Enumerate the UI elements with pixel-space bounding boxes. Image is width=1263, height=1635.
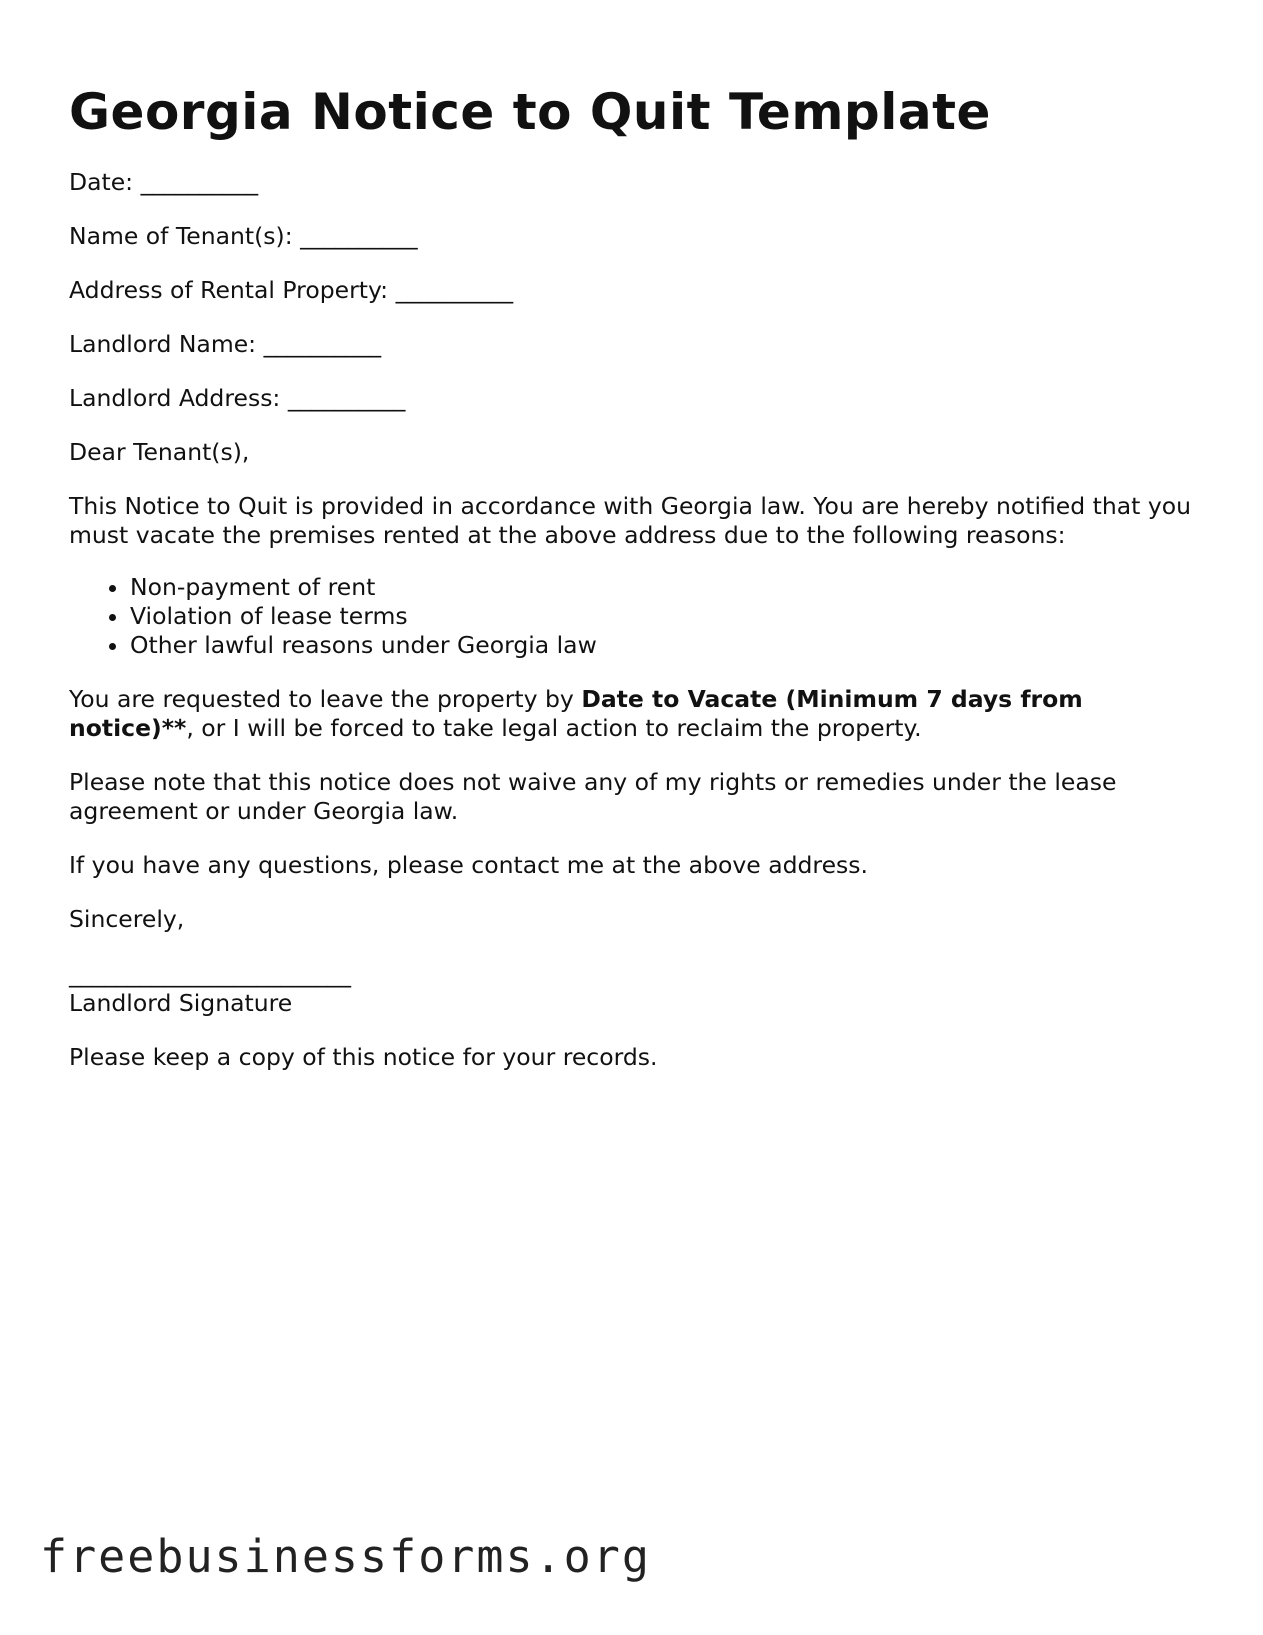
records-note: Please keep a copy of this notice for your records.	[69, 1043, 658, 1071]
signature-line: ________________________	[69, 960, 351, 988]
watermark: freebusinessforms.org	[40, 1530, 651, 1583]
list-item: • Other lawful reasons under Georgia law	[130, 631, 1194, 660]
field-property-address	[69, 276, 1194, 305]
contact-paragraph: If you have any questions, please contact me at the above address.	[69, 851, 868, 879]
field-landlord-address	[69, 384, 1194, 413]
document-title: Georgia Notice to Quit Template	[69, 83, 991, 141]
vacate-text-before: You are requested to leave the property by	[69, 685, 582, 713]
field-landlord-name-label: Landlord Name:	[69, 330, 257, 358]
closing: Sincerely,	[69, 905, 185, 933]
field-date	[69, 168, 1194, 197]
list-item: • Violation of lease terms	[130, 602, 1194, 631]
vacate-paragraph	[69, 685, 1194, 743]
signature-block	[69, 960, 1194, 1018]
rights-paragraph: Please note that this notice does not waive any of my rights or remedies under the lease agreement or under Georgia law.	[69, 768, 1117, 825]
vacate-text-after: , or I will be forced to take legal action to reclaim the property.	[186, 714, 922, 742]
vacate-date-bold: Date to Vacate (Minimum 7 days from notice)**	[69, 685, 1083, 742]
field-date-label: Date:	[69, 168, 134, 196]
salutation: Dear Tenant(s),	[69, 438, 250, 466]
field-landlord-address-label: Landlord Address:	[69, 384, 281, 412]
reasons-list	[69, 573, 1194, 660]
field-date-blank: __________	[140, 168, 259, 196]
field-landlord-name-blank: __________	[263, 330, 382, 358]
field-property-address-label: Address of Rental Property:	[69, 276, 389, 304]
list-item: • Non-payment of rent	[130, 573, 1194, 602]
field-tenant-name-blank: __________	[300, 222, 418, 250]
field-property-address-blank: __________	[395, 276, 514, 304]
field-tenant-name	[69, 222, 1194, 251]
signature-label: Landlord Signature	[69, 989, 293, 1017]
field-landlord-address-blank: __________	[287, 384, 406, 412]
field-landlord-name	[69, 330, 1194, 359]
intro-paragraph: This Notice to Quit is provided in accordance with Georgia law. You are hereby notified that you must vacate the premises rented at the above address due to the following reasons:	[69, 492, 1192, 549]
field-tenant-name-label: Name of Tenant(s):	[69, 222, 293, 250]
document-page	[69, 82, 1194, 1097]
